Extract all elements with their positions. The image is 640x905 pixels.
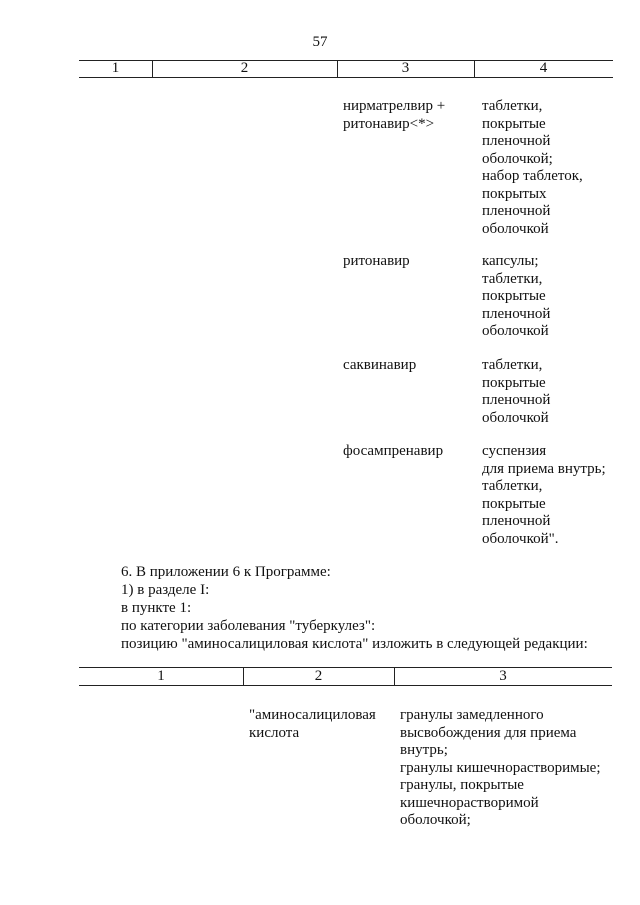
dosage-form: таблетки, покрытые пленочной оболочкой (482, 357, 551, 426)
drug-name: ритонавир (343, 253, 410, 269)
table1-header (79, 60, 613, 77)
amendment-line: в пункте 1: (121, 600, 192, 616)
drug-name: фосампренавир (343, 443, 444, 459)
drug-name: "аминосалициловая кислота (249, 707, 376, 741)
table1-header-col1: 1 (111, 60, 120, 76)
table2-header-col2: 2 (314, 668, 323, 684)
table1-header-col2: 2 (240, 60, 249, 76)
dosage-form: капсулы; таблетки, покрытые пленочной оболочкой (482, 253, 551, 339)
table2-header-col1: 1 (157, 668, 165, 684)
table2-header-col3: 3 (499, 668, 507, 684)
table1-header-bottom-border (79, 77, 613, 78)
amendment-line: позицию "аминосалициловая кислота" изложить в следующей редакции: (121, 636, 588, 652)
drug-name: саквинавир (343, 357, 417, 373)
amendment-line: по категории заболевания "туберкулез": (121, 618, 376, 634)
table2-header-bottom-border (79, 685, 612, 686)
page-number: 57 (312, 34, 328, 50)
dosage-form: суспензия для приема внутрь; таблетки, покрытые пленочной оболочкой". (482, 443, 606, 547)
dosage-form: гранулы замедленного высвобождения для приема внутрь; гранулы кишечнорастворимые; гранулы, покрытые кишечнорастворимой оболочкой; (400, 707, 601, 828)
drug-name: нирматрелвир + ритонавир<*> (343, 98, 446, 132)
amendment-line: 6. В приложении 6 к Программе: (121, 564, 331, 580)
dosage-form: таблетки, покрытые пленочной оболочкой; набор таблеток, покрытых пленочной оболочкой (482, 98, 583, 237)
table1-header-col3: 3 (401, 60, 410, 76)
table2-header (79, 667, 612, 685)
table1-header-col4: 4 (539, 60, 548, 76)
amendment-line: 1) в разделе I: (121, 582, 210, 598)
